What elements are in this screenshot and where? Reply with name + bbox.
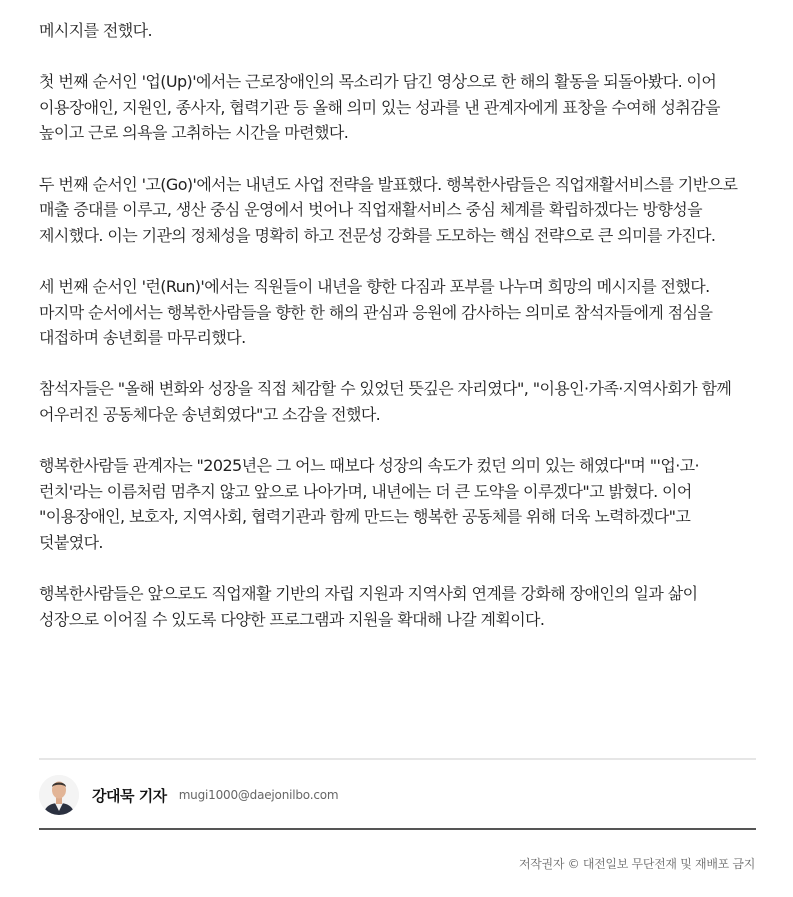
byline-content (39, 774, 338, 816)
article-paragraph: 행복한사람들 관계자는 "2025년은 그 어느 때보다 성장의 속도가 컸던 의미 있는 해였다"며 "'업·고·런치'라는 이름처럼 멈추지 않고 앞으로 나아가며, 내년에는 더 큰 도약을 이루겠다"고 밝혔다. 이어 "이용장애인, 보호자, 지역사회, 협력기관과 함께 만드는 행복한 공동체를 위해 더욱 노력하겠다"고 덧붙였다. (39, 456, 700, 552)
reporter-avatar[interactable] (39, 775, 79, 815)
article-paragraph: 세 번째 순서인 '런(Run)'에서는 직원들이 내년을 향한 다짐과 포부를 나누며 희망의 메시지를 전했다. 마지막 순서에서는 행복한사람들을 향한 한 해의 관심과 응원에 감사하는 의미로 참석자들에게 점심을 대접하며 송년회를 마무리했다. (39, 276, 713, 348)
article-paragraph: 두 번째 순서인 '고(Go)'에서는 내년도 사업 전략을 발표했다. 행복한사람들은 직업재활서비스를 기반으로 매출 증대를 이루고, 생산 중심 운영에서 벗어나 직업재활서비스 중심 체계를 확립하겠다는 방향성을 제시했다. 이는 기관의 정체성을 명확히 하고 전문성 강화를 도모하는 핵심 전략으로 큰 의미를 가진다. (39, 174, 738, 245)
reporter-email-link[interactable]: mugi1000@daejonilbo.com (178, 788, 339, 802)
article-paragraph: 행복한사람들은 앞으로도 직업재활 기반의 자립 지원과 지역사회 연계를 강화해 장애인의 일과 삶이 성장으로 이어질 수 있도록 다양한 프로그램과 지원을 확대해 나갈 계획이다. (39, 584, 698, 629)
article-paragraph: 참석자들은 "올해 변화와 성장을 직접 체감할 수 있었던 뜻깊은 자리였다", "이용인·가족·지역사회가 함께 어우러진 공동체다운 송년회였다"고 소감을 전했다. (39, 379, 732, 424)
article-paragraph: 메시지를 전했다. (39, 21, 152, 40)
article-paragraph: 첫 번째 순서인 '업(Up)'에서는 근로장애인의 목소리가 담긴 영상으로 한 해의 활동을 되돌아봤다. 이어 이용장애인, 지원인, 종사자, 협력기관 등 올해 의미 있는 성과를 낸 관계자에게 표창을 수여해 성취감을 높이고 근로 의욕을 고취하는 시간을 마련했다. (39, 72, 720, 143)
reporter-name: 강대묵 기자 (92, 786, 167, 805)
reporter-photo-icon (39, 775, 79, 815)
reporter-byline (39, 758, 756, 830)
copyright-notice: 저작권자 © 대전일보 무단전재 및 재배포 금지 (518, 857, 755, 871)
article-body (39, 18, 755, 658)
